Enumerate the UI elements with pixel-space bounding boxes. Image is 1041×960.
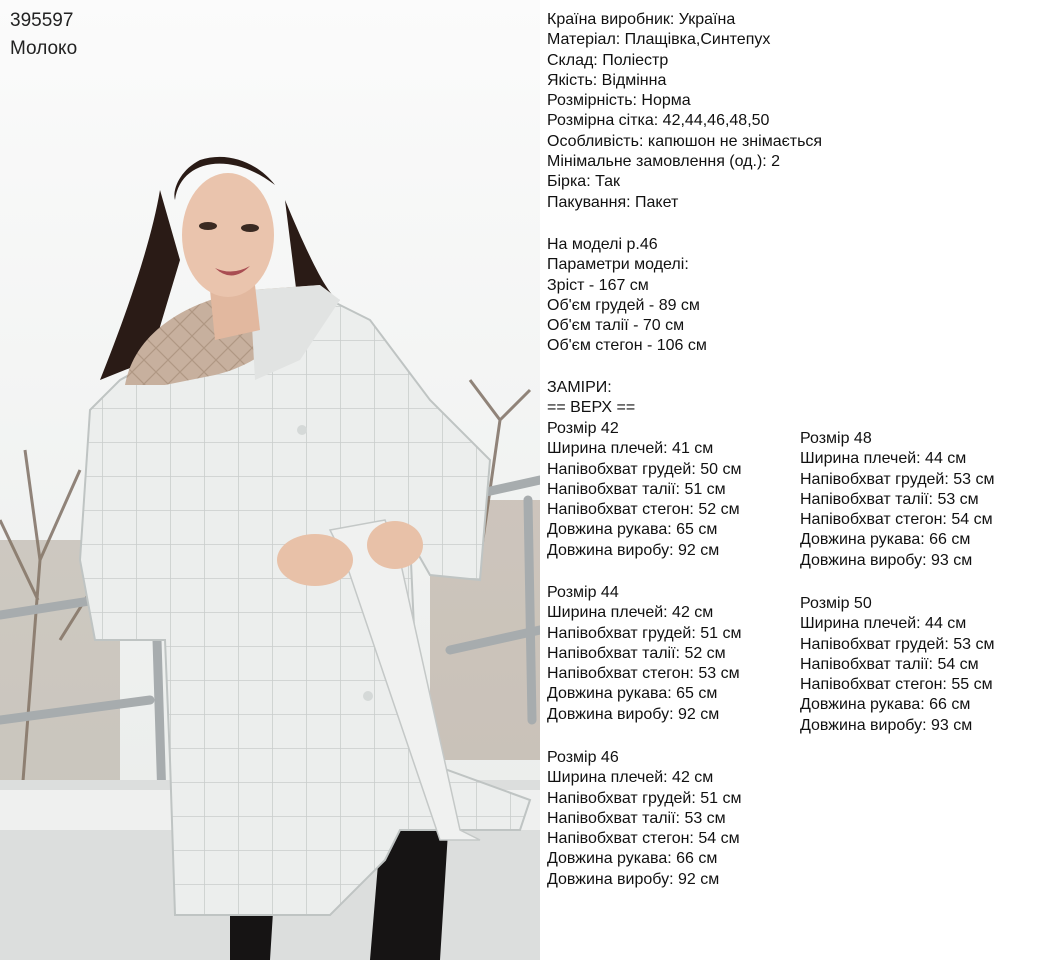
model-bust: Об'єм грудей - 89 см [547, 296, 700, 314]
model-height: Зріст - 167 см [547, 276, 649, 294]
size-line: Напівобхват грудей: 53 см [800, 470, 995, 488]
measurements-title: ЗАМІРИ: [547, 379, 612, 396]
product-color: Молоко [10, 38, 78, 59]
eye-left [199, 222, 217, 230]
size-line: Довжина рукава: 66 см [800, 531, 971, 549]
size-block [547, 419, 742, 561]
size-title: Розмір 50 [800, 595, 872, 612]
size-line: Напівобхват грудей: 50 см [547, 460, 742, 478]
size-title: Розмір 48 [800, 430, 872, 447]
spec-list [547, 10, 822, 213]
size-line: Довжина рукава: 66 см [547, 850, 718, 868]
model-hips: Об'єм стегон - 106 см [547, 337, 707, 355]
jacket-button [297, 425, 307, 435]
spec-composition: Склад: Поліестр [547, 51, 669, 69]
size-line: Довжина рукава: 65 см [547, 685, 718, 703]
measurements-heading [547, 378, 635, 419]
size-line: Довжина рукава: 66 см [800, 696, 971, 714]
size-line: Ширина плечей: 44 см [800, 450, 967, 468]
product-code: 395597 [10, 10, 74, 31]
size-line: Довжина рукава: 65 см [547, 521, 718, 539]
size-line: Довжина виробу: 93 см [800, 551, 973, 569]
size-line: Напівобхват талії: 51 см [547, 480, 726, 498]
spec-size-grid: Розмірна сітка: 42,44,46,48,50 [547, 112, 770, 130]
hand-left [277, 534, 353, 586]
spec-sizing: Розмірність: Норма [547, 92, 691, 110]
model-size: На моделі р.46 [547, 236, 658, 253]
spec-tag: Бірка: Так [547, 173, 621, 191]
size-block [800, 429, 995, 571]
size-line: Напівобхват стегон: 52 см [547, 501, 740, 519]
model-waist: Об'єм талії - 70 см [547, 317, 685, 335]
hand-right [367, 521, 423, 569]
size-line: Довжина виробу: 93 см [800, 716, 973, 734]
spec-min-order: Мінімальне замовлення (од.): 2 [547, 153, 781, 171]
size-line: Ширина плечей: 41 см [547, 440, 714, 458]
size-line: Напівобхват грудей: 51 см [547, 789, 742, 807]
eye-right [241, 224, 259, 232]
model-params-title: Параметри моделі: [547, 256, 689, 274]
face [182, 173, 274, 297]
measurements-section: == ВЕРХ == [547, 399, 636, 417]
spec-country: Країна виробник: Україна [547, 11, 736, 28]
size-title: Розмір 44 [547, 584, 619, 601]
size-title: Розмір 42 [547, 420, 619, 437]
size-line: Ширина плечей: 42 см [547, 604, 714, 622]
size-line: Ширина плечей: 44 см [800, 615, 967, 633]
spec-quality: Якість: Відмінна [547, 71, 667, 89]
size-line: Напівобхват стегон: 54 см [800, 511, 993, 529]
size-line: Напівобхват талії: 54 см [800, 655, 979, 673]
size-line: Довжина виробу: 92 см [547, 541, 720, 559]
size-line: Напівобхват талії: 52 см [547, 644, 726, 662]
jacket-button [363, 691, 373, 701]
size-block [547, 583, 742, 725]
spec-material: Матеріал: Плащівка,Синтепух [547, 31, 771, 49]
size-line: Напівобхват талії: 53 см [547, 809, 726, 827]
size-line: Напівобхват стегон: 55 см [800, 676, 993, 694]
size-block [800, 594, 995, 736]
size-block [547, 748, 742, 890]
model-params [547, 235, 707, 357]
size-title: Розмір 46 [547, 749, 619, 766]
size-line: Напівобхват талії: 53 см [800, 490, 979, 508]
spec-packaging: Пакування: Пакет [547, 193, 679, 211]
size-line: Довжина виробу: 92 см [547, 705, 720, 723]
size-line: Довжина виробу: 92 см [547, 870, 720, 888]
size-line: Напівобхват грудей: 51 см [547, 624, 742, 642]
size-line: Ширина плечей: 42 см [547, 769, 714, 787]
spec-feature: Особливість: капюшон не знімається [547, 132, 823, 150]
size-line: Напівобхват стегон: 53 см [547, 665, 740, 683]
size-line: Напівобхват грудей: 53 см [800, 635, 995, 653]
size-line: Напівобхват стегон: 54 см [547, 830, 740, 848]
